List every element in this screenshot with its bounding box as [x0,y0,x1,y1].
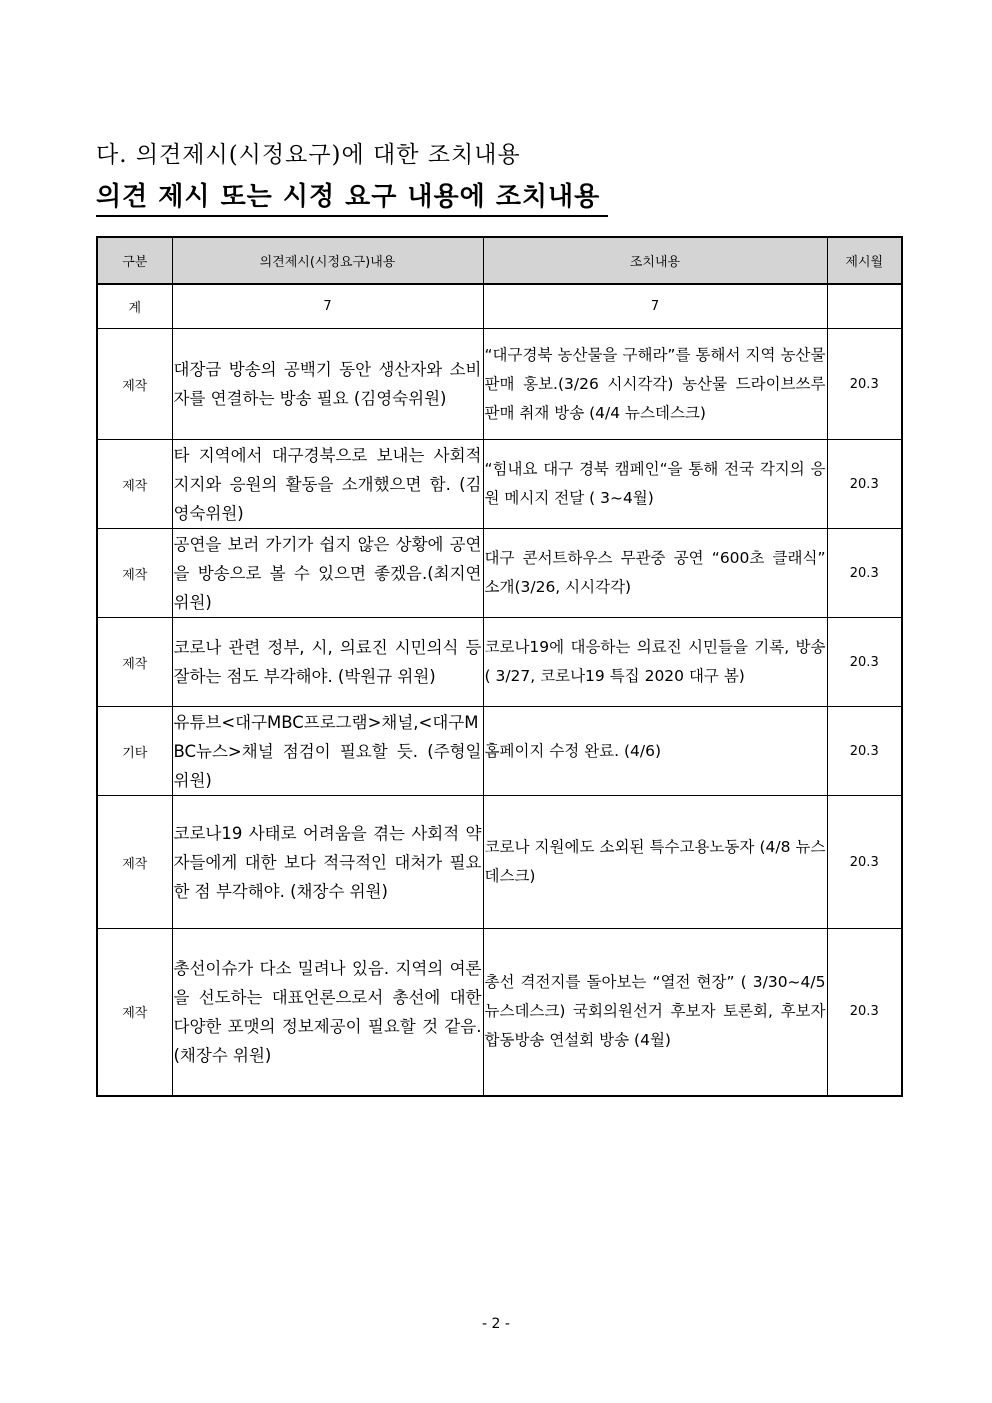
row-month: 20.3 [827,529,902,618]
section-title: 다. 의견제시(시정요구)에 대한 조치내용 [96,142,521,168]
total-month [827,284,902,329]
row-month: 20.3 [827,796,902,929]
table-row [97,529,902,618]
row-month: 20.3 [827,929,902,1096]
total-label: 계 [97,284,172,329]
total-action-count: 7 [483,284,827,329]
table-row [97,796,902,929]
row-action: 코로나 지원에도 소외된 특수고용노동자 (4/8 뉴스데스크) [483,796,827,929]
table-row [97,929,902,1096]
row-category: 제작 [97,618,172,707]
row-opinion: 코로나19 사태로 어려움을 겪는 사회적 약자들에게 대한 보다 적극적인 대처가 필요한 점 부각해야. (채장수 위원) [172,796,483,929]
row-opinion: 대장금 방송의 공백기 동안 생산자와 소비자를 연결하는 방송 필요 (김영숙위원) [172,329,483,440]
table-row [97,707,902,796]
row-opinion: 유튜브<대구MBC프로그램>채널,<대구MBC뉴스>채널 점검이 필요할 듯. (주형일 위원) [172,707,483,796]
row-category: 제작 [97,440,172,529]
row-action: 코로나19에 대응하는 의료진 시민들을 기록, 방송 ( 3/27, 코로나19 특집 2020 대구 봄) [483,618,827,707]
row-month: 20.3 [827,707,902,796]
row-opinion: 총선이슈가 다소 밀려나 있음. 지역의 여론을 선도하는 대표언론으로서 총선에 대한 다양한 포맷의 정보제공이 필요할 것 같음. (채장수 위원) [172,929,483,1096]
total-row [97,284,902,329]
row-month: 20.3 [827,618,902,707]
row-month: 20.3 [827,440,902,529]
row-category: 기타 [97,707,172,796]
row-action: 대구 콘서트하우스 무관중 공연 “600초 클래식” 소개(3/26, 시시각각) [483,529,827,618]
row-opinion: 공연을 보러 가기가 쉽지 않은 상황에 공연을 방송으로 볼 수 있으면 좋겠음.(최지연 위원) [172,529,483,618]
table-row [97,618,902,707]
row-category: 제작 [97,529,172,618]
table-row [97,440,902,529]
row-category: 제작 [97,929,172,1096]
row-category: 제작 [97,796,172,929]
row-category: 제작 [97,329,172,440]
row-opinion: 코로나 관련 정부, 시, 의료진 시민의식 등 잘하는 점도 부각해야. (박원규 위원) [172,618,483,707]
row-action: 홈페이지 수정 완료. (4/6) [483,707,827,796]
opinion-action-table [96,236,903,1097]
table-row [97,329,902,440]
header-month: 제시월 [827,237,902,284]
row-action: “대구경북 농산물을 구해라”를 통해서 지역 농산물 판매 홍보.(3/26 시시각각) 농산물 드라이브쓰루 판매 취재 방송 (4/4 뉴스데스크) [483,329,827,440]
row-action: 총선 격전지를 돌아보는 “열전 현장” ( 3/30~4/5 뉴스데스크) 국회의원선거 후보자 토론회, 후보자 합동방송 연설회 방송 (4월) [483,929,827,1096]
row-action: “힘내요 대구 경북 캠페인“을 통해 전국 각지의 응원 메시지 전달 ( 3~4월) [483,440,827,529]
header-action: 조치내용 [483,237,827,284]
page-number: - 2 - [482,1316,510,1332]
table-header-row [97,237,902,284]
row-month: 20.3 [827,329,902,440]
document-heading: 의견 제시 또는 시정 요구 내용에 조치내용 [96,176,608,217]
row-opinion: 타 지역에서 대구경북으로 보내는 사회적 지지와 응원의 활동을 소개했으면 함. (김영숙위원) [172,440,483,529]
header-opinion: 의견제시(시정요구)내용 [172,237,483,284]
header-category: 구분 [97,237,172,284]
total-opinion-count: 7 [172,284,483,329]
